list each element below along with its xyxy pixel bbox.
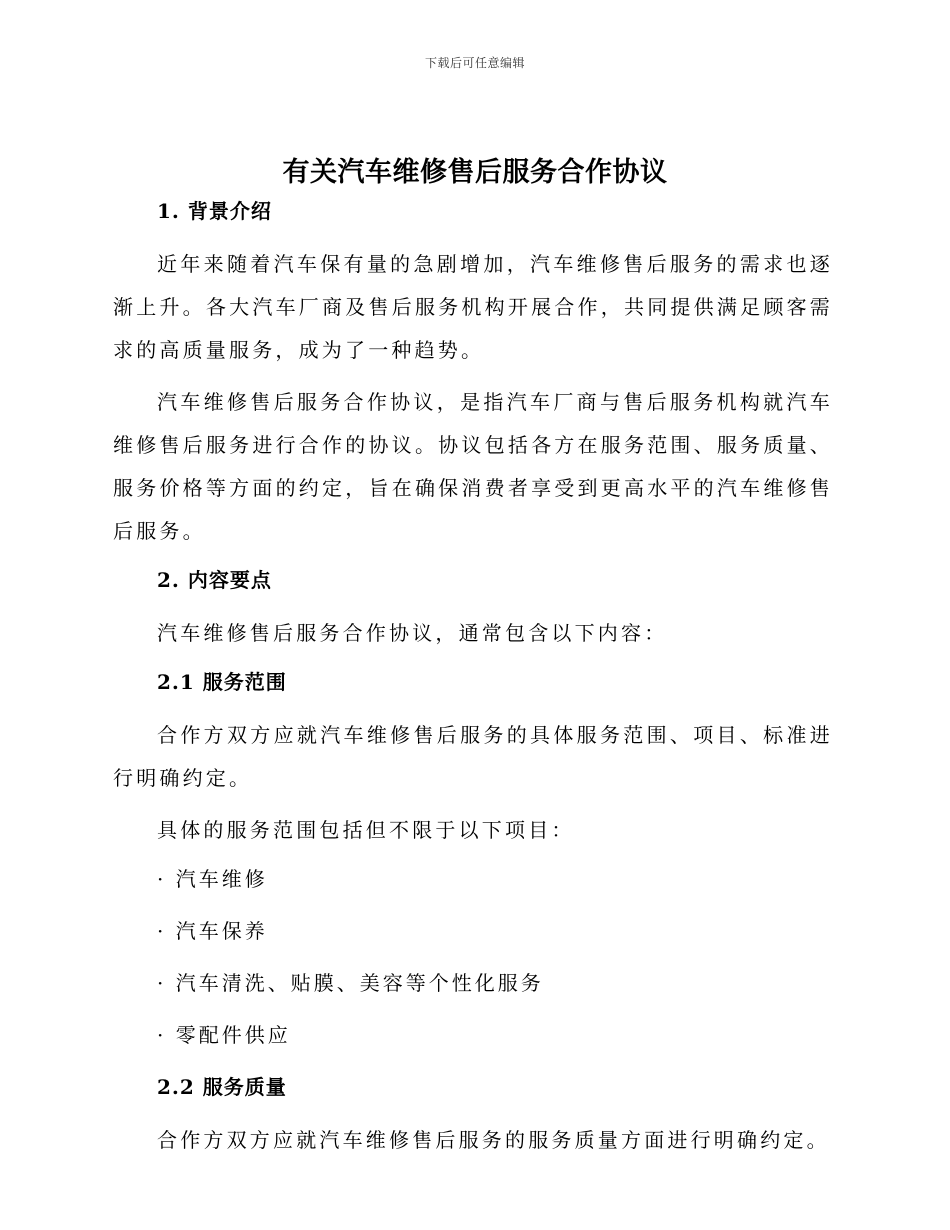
list-item: · 汽车清洗、贴膜、美容等个性化服务 [157,971,544,995]
section-1-paragraph-2: 汽车维修售后服务合作协议，是指汽车厂商与售后服务机构就汽车维修售后服务进行合作的协议。协议包括各方在服务范围、服务质量、服务价格等方面的约定，旨在确保消费者享受到更高水平的汽车维修售后服务。 [113,390,833,543]
section-2-intro: 汽车维修售后服务合作协议，通常包含以下内容： [157,621,668,645]
section-1-paragraph-1: 近年来随着汽车保有量的急剧增加，汽车维修售后服务的需求也逐渐上升。各大汽车厂商及售后服务机构开展合作，共同提供满足顾客需求的高质量服务，成为了一种趋势。 [113,252,833,362]
section-2-2-heading: 2.2 服务质量 [157,1075,287,1099]
section-1-heading: 1. 背景介绍 [157,199,272,223]
list-item: · 汽车保养 [157,919,268,943]
document-title: 有关汽车维修售后服务合作协议 [282,157,668,188]
section-2-2-paragraph: 合作方双方应就汽车维修售后服务的服务质量方面进行明确约定。 [157,1128,830,1152]
header-note: 下载后可任意编辑 [424,56,525,70]
list-item: · 零配件供应 [157,1023,291,1047]
list-item: · 汽车维修 [157,867,268,891]
section-2-1-heading: 2.1 服务范围 [157,670,287,694]
section-2-heading: 2. 内容要点 [157,568,272,592]
section-2-1-list-intro: 具体的服务范围包括但不限于以下项目： [157,818,575,842]
document-body [113,193,833,1171]
section-2-1-paragraph: 合作方双方应就汽车维修售后服务的具体服务范围、项目、标准进行明确约定。 [113,723,833,790]
